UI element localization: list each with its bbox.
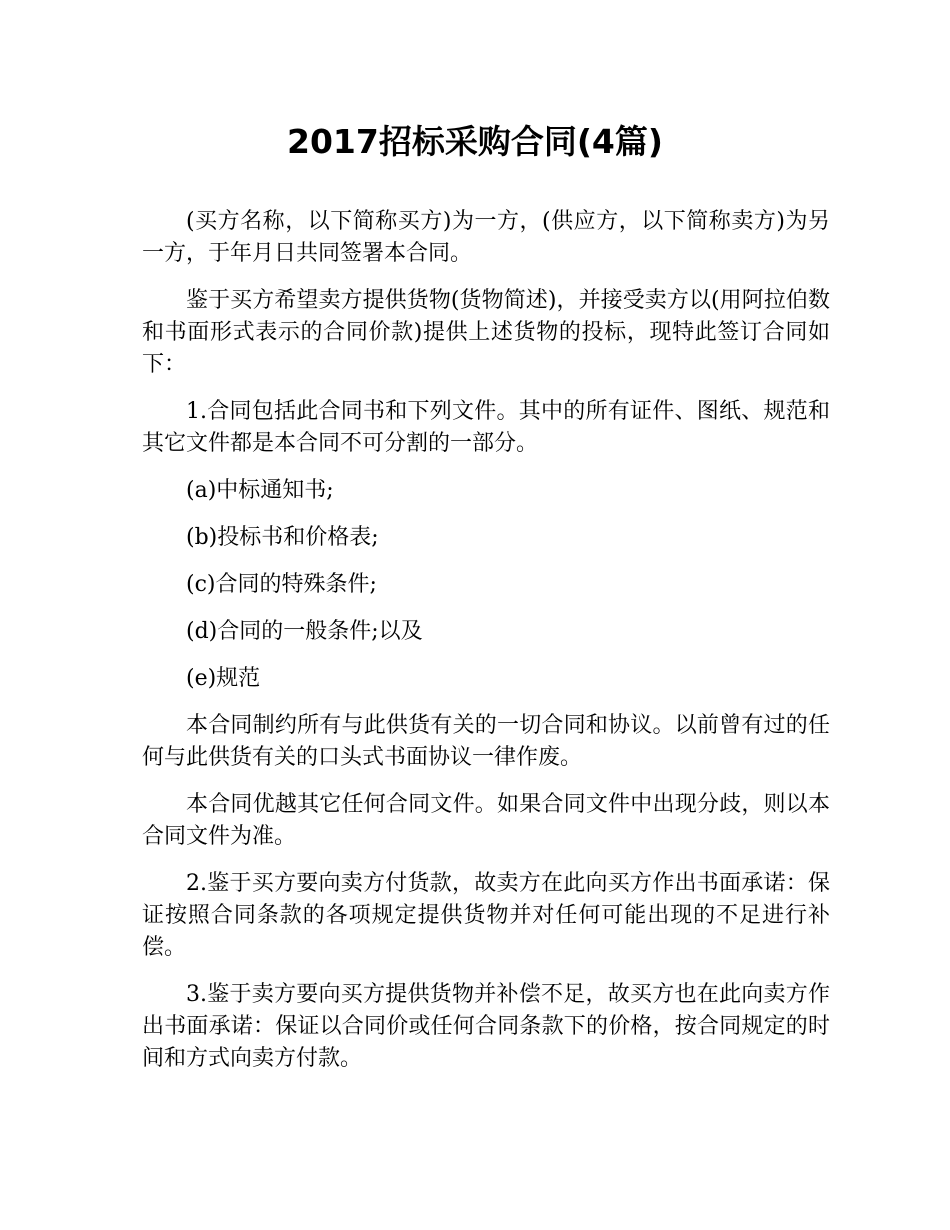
list-item-d: (d)合同的一般条件;以及 bbox=[186, 619, 423, 644]
paragraph-parties: (买方名称，以下简称买方)为一方，(供应方，以下简称卖方)为另一方，于年月日共同签署本合同。 bbox=[142, 209, 830, 266]
page-title: 2017招标采购合同(4篇) bbox=[287, 122, 663, 161]
list-item-e: (e)规范 bbox=[186, 666, 261, 691]
paragraph-clause-3: 3.鉴于卖方要向买方提供货物并补偿不足，故买方也在此向卖方作出书面承诺：保证以合同价或任何合同条款下的价格，按合同规定的时间和方式向卖方付款。 bbox=[142, 982, 830, 1071]
document-body bbox=[142, 206, 830, 1090]
paragraph-supersede: 本合同制约所有与此供货有关的一切合同和协议。以前曾有过的任何与此供货有关的口头式书面协议一律作废。 bbox=[142, 713, 830, 770]
paragraph-clause-1: 1.合同包括此合同书和下列文件。其中的所有证件、图纸、规范和其它文件都是本合同不可分割的一部分。 bbox=[142, 399, 830, 456]
list-item-c: (c)合同的特殊条件; bbox=[186, 572, 377, 597]
list-item-a: (a)中标通知书; bbox=[186, 478, 334, 503]
paragraph-recital: 鉴于买方希望卖方提供货物(货物简述)，并接受卖方以(用阿拉伯数和书面形式表示的合同价款)提供上述货物的投标，现特此签订合同如下： bbox=[142, 288, 830, 377]
list-item-b: (b)投标书和价格表; bbox=[186, 525, 379, 550]
paragraph-clause-2: 2.鉴于买方要向卖方付货款，故卖方在此向买方作出书面承诺：保证按照合同条款的各项规定提供货物并对任何可能出现的不足进行补偿。 bbox=[142, 871, 830, 960]
paragraph-precedence: 本合同优越其它任何合同文件。如果合同文件中出现分歧，则以本合同文件为准。 bbox=[142, 792, 830, 849]
